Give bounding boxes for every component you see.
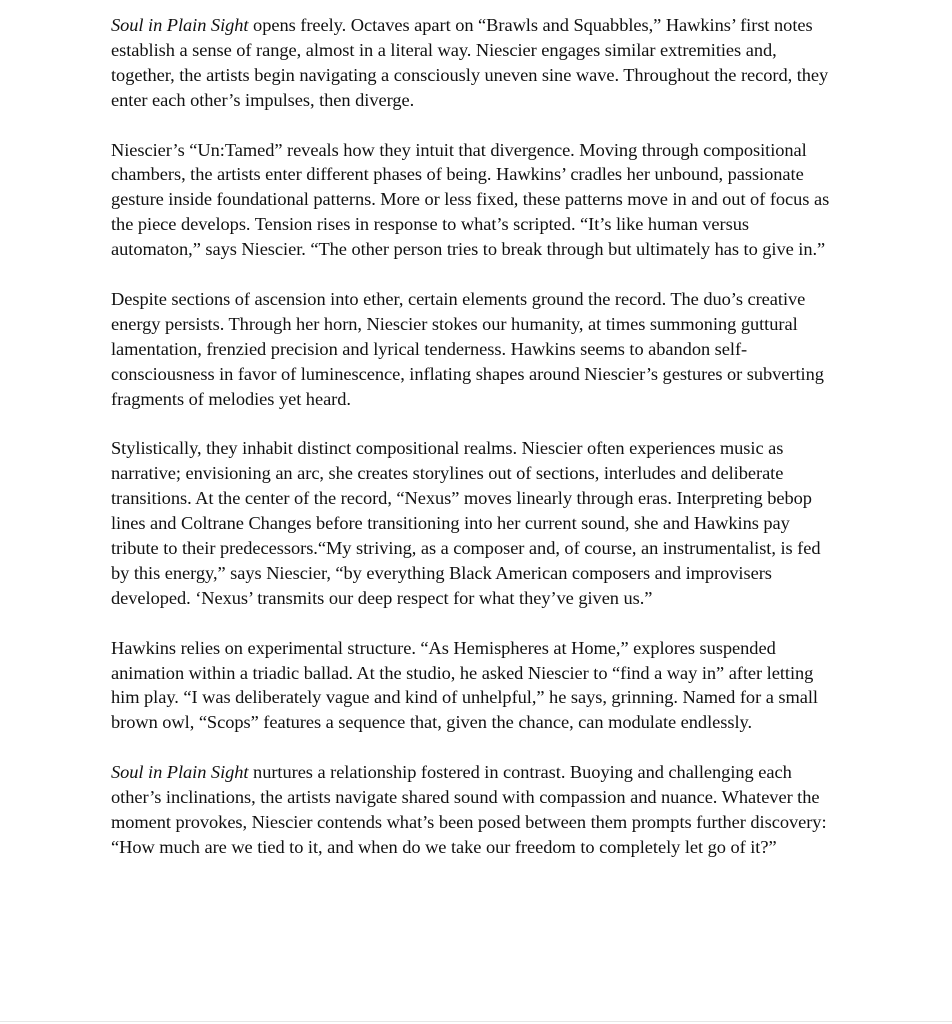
paragraph-closing [111,760,841,860]
article-body [111,13,841,885]
album-title-italic: Soul in Plain Sight [111,762,249,783]
paragraph-text: Stylistically, they inhabit distinct compositional realms. Niescier often experiences music as narrative; envisioning an arc, she creates storylines out of sections, interludes and deliberate transitions. At the center of the record, “Nexus” moves linearly through eras. Interpreting bebop lines and Coltrane Changes before transitioning into her current sound, she and Hawkins pay tribute to their predecessors.“My striving, as a composer and, of course, an instrumentalist, is fed by this energy,” says Niescier, “by everything Black American composers and improvisers developed. ‘Nexus’ transmits our deep respect for what they’ve given us.” [111,438,821,608]
paragraph-text: opens freely. Octaves apart on “Brawls and Squabbles,” Hawkins’ first notes establish a sense of range, almost in a literal way. Niescier engages similar extremities and, together, the artists begin navigating a consciously uneven sine wave. Throughout the record, they enter each other’s impulses, then diverge. [111,15,829,110]
album-title-italic: Soul in Plain Sight [111,15,249,35]
paragraph-text: Hawkins relies on experimental structure. “As Hemispheres at Home,” explores suspended animation within a triadic ballad. At the studio, he asked Niescier to “find a way in” after letting him play. “I was deliberately vague and kind of unhelpful,” he says, grinning. Named for a small brown owl, “Scops” features a sequence that, given the chance, can modulate endlessly. [111,637,818,733]
paragraph-untamed [111,138,841,263]
paragraph-text: nurtures a relationship fostered in contrast. Buoying and challenging each other’s inclinations, the artists navigate shared sound with compassion and nuance. Whatever the moment provokes, Niescier contends what’s been posed between them prompts further discovery: “How much are we tied to it, and when do we take our freedom to completely let go of it?” [111,762,827,857]
paragraph-text: Niescier’s “Un:Tamed” reveals how they intuit that divergence. Moving through compositional chambers, the artists enter different phases of being. Hawkins’ cradles her unbound, passionate gesture inside foundational patterns. More or less fixed, these patterns move in and out of focus as the piece develops. Tension rises in response to what’s scripted. “It’s like human versus automaton,” says Niescier. “The other person tries to break through but ultimately has to give in.” [111,139,830,260]
paragraph-stylistically [111,436,841,610]
paragraph-opening [111,13,841,113]
paragraph-hawkins-structure [111,636,841,736]
paragraph-ascension [111,287,841,412]
paragraph-text: Despite sections of ascension into ether, certain elements ground the record. The duo’s creative energy persists. Through her horn, Niescier stokes our humanity, at times summoning guttural lamentation, frenzied precision and lyrical tenderness. Hawkins seems to abandon self-consciousness in favor of luminescence, inflating shapes around Niescier’s gestures or subverting fragments of melodies yet heard. [111,288,824,409]
page-bottom-divider [0,1021,952,1022]
